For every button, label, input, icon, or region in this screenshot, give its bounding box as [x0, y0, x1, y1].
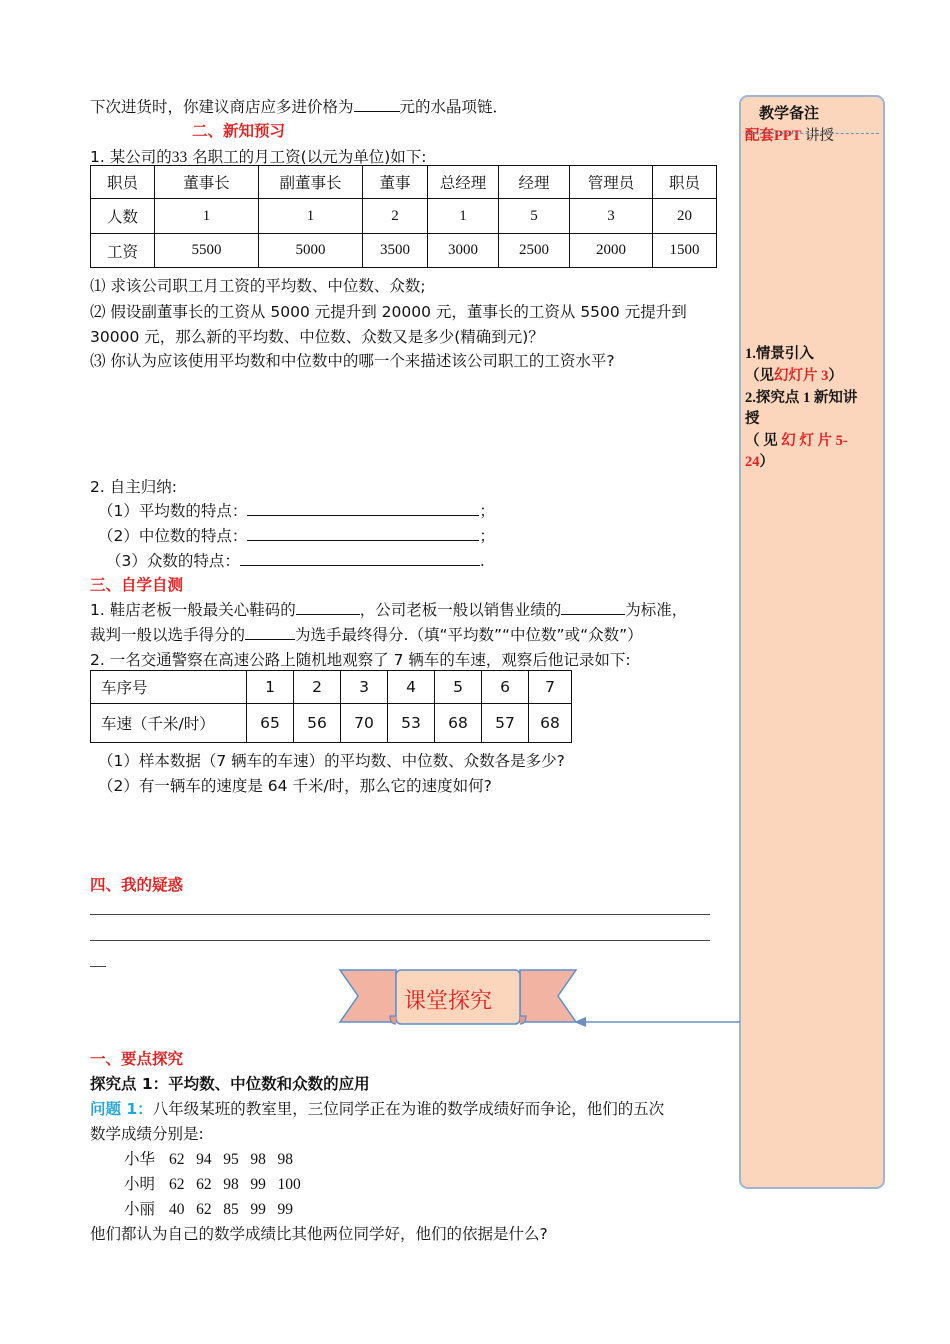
q1-part3: ⑶ 你认为应该使用平均数和中位数中的哪一个来描述该公司职工的工资水平? — [90, 352, 615, 370]
table-cell: 管理员 — [570, 166, 653, 199]
table-cell: 1 — [428, 199, 499, 234]
q2-median-blank — [247, 526, 479, 541]
q1-part2b: 30000 元，那么新的平均数、中位数、众数又是多少(精确到元)？ — [90, 328, 544, 346]
table-cell: 5 — [435, 671, 482, 704]
q2-mean — [98, 499, 495, 521]
intro-blank — [354, 97, 400, 112]
table-cell: 4 — [388, 671, 435, 704]
student-name: 小华 — [124, 1150, 156, 1168]
answer-line-short — [90, 966, 106, 967]
table-cell: 董事长 — [155, 166, 259, 199]
table-cell: 人数 — [91, 199, 155, 234]
sidebar-ppt-note — [745, 124, 834, 145]
student-name: 小丽 — [124, 1200, 156, 1218]
sidebar-item2c — [745, 429, 848, 450]
table-cell: 董事 — [363, 166, 428, 199]
salary-table — [90, 165, 717, 268]
answer-line — [90, 914, 710, 915]
table-cell: 5 — [499, 199, 570, 234]
arrow-icon — [572, 1014, 742, 1030]
self-test-q1a: 1. 鞋店老板一般最关心鞋码的 — [90, 601, 296, 619]
table-cell: 1500 — [653, 234, 717, 268]
table-cell: 7 — [529, 671, 572, 704]
banner-text: 课堂探究 — [404, 989, 493, 1014]
part1-title: 一、要点探究 — [90, 1050, 184, 1068]
speed-question2: （2）有一辆车的速度是 64 千米/时，那么它的速度如何? — [98, 777, 492, 795]
table-cell: 1 — [155, 199, 259, 234]
table-cell: 57 — [482, 704, 529, 743]
table-cell: 56 — [294, 704, 341, 743]
intro-after: 元的水晶项链． — [399, 98, 509, 116]
sidebar-item1b — [745, 364, 843, 385]
sidebar-item2d — [745, 450, 774, 471]
section3-title: 三、自学自测 — [90, 576, 184, 594]
table-cell: 职员 — [653, 166, 717, 199]
q2-mode-blank — [240, 551, 480, 566]
table-cell: 经理 — [499, 166, 570, 199]
sidebar-ppt-c: 讲授 — [801, 128, 835, 144]
q2-title: 2. 自主归纳: — [90, 478, 177, 496]
sidebar-item1a: 1.情景引入 — [745, 346, 814, 362]
final-question: 他们都认为自己的数学成绩比其他两位同学好，他们的依据是什么? — [90, 1225, 548, 1243]
sidebar-ppt-b: PPT — [774, 128, 802, 144]
table-cell: 1 — [247, 671, 294, 704]
student-scores: 62 94 95 98 98 — [169, 1151, 294, 1168]
q1-intro-a: 1. 某公司的 — [90, 148, 172, 166]
self-test-q2: 2. 一名交通警察在高速公路上随机地观察了 7 辆车的车速，观察后他记录如下: — [90, 651, 631, 669]
speed-table — [90, 670, 572, 743]
table-cell: 3500 — [363, 234, 428, 268]
sidebar-ppt-a: 配套 — [745, 128, 774, 144]
intro-before: 下次进货时，你建议商店应多进价格为 — [90, 98, 354, 116]
table-cell: 2 — [294, 671, 341, 704]
q1-intro — [90, 145, 426, 167]
q1-intro-b: 名职工的月工资(以元为单位)如下: — [187, 148, 427, 166]
q2-mean-blank — [247, 501, 479, 516]
student-scores: 62 62 98 99 100 — [169, 1176, 301, 1193]
table-cell: 70 — [341, 704, 388, 743]
self-test-q1e: 为选手最终得分.（填“平均数”“中位数”或“众数”） — [295, 626, 643, 644]
self-test-q1d: 裁判一般以选手得分的 — [90, 626, 246, 644]
explore-point-title: 探究点 1：平均数、中位数和众数的应用 — [90, 1075, 370, 1093]
problem1-line2: 数学成绩分别是: — [90, 1125, 204, 1143]
table-cell: 5000 — [259, 234, 363, 268]
table-cell: 5500 — [155, 234, 259, 268]
table-cell: 2500 — [499, 234, 570, 268]
table-cell: 20 — [653, 199, 717, 234]
student-scores: 40 62 85 99 99 — [169, 1201, 294, 1218]
self-test-blank2 — [561, 600, 625, 615]
table-cell: 68 — [529, 704, 572, 743]
table-cell: 职员 — [91, 166, 155, 199]
self-test-q1-line2 — [90, 623, 643, 645]
q2-mean-label: （1）平均数的特点： — [98, 502, 248, 520]
q2-mode-period: . — [479, 552, 485, 570]
table-cell: 65 — [247, 704, 294, 743]
self-test-q1b: ，公司老板一般以销售业绩的 — [359, 601, 562, 619]
table-cell: 工资 — [91, 234, 155, 268]
table-cell: 2000 — [570, 234, 653, 268]
sidebar-item2b: 授 — [745, 411, 760, 427]
intro-line — [90, 95, 508, 117]
sidebar-item2d-red: 24 — [745, 454, 760, 470]
table-cell: 车序号 — [91, 671, 247, 704]
table-cell: 总经理 — [428, 166, 499, 199]
student-name: 小明 — [124, 1175, 156, 1193]
sidebar-dashed-line — [745, 133, 879, 134]
q1-part2a: ⑵ 假设副董事长的工资从 5000 元提升到 20000 元，董事长的工资从 5500 元提升到 — [90, 303, 687, 321]
teaching-notes-sidebar — [739, 95, 885, 1189]
problem1-line1 — [90, 1097, 664, 1119]
sidebar-item1b-red: 幻灯片 3 — [774, 368, 829, 384]
sidebar-item2a: 2.探究点 1 新知讲 — [745, 390, 858, 406]
section2-title: 二、新知预习 — [192, 122, 286, 140]
q2-mode — [106, 549, 485, 571]
self-test-blank1 — [296, 600, 360, 615]
table-row — [91, 199, 717, 234]
problem1-text-a: 八年级某班的教室里，三位同学正在为谁的数学成绩好而争论，他们的五次 — [152, 1100, 665, 1118]
q2-mode-label: （3）众数的特点： — [106, 552, 240, 570]
table-cell: 3000 — [428, 234, 499, 268]
table-cell: 3 — [570, 199, 653, 234]
score-row — [124, 1147, 293, 1169]
self-test-q1c: 为标准， — [625, 601, 688, 619]
sidebar-item2c-red: 幻 灯 片 5- — [777, 433, 848, 449]
table-cell: 53 — [388, 704, 435, 743]
table-cell: 1 — [259, 199, 363, 234]
sidebar-item2d-close: ） — [759, 454, 774, 470]
table-cell: 2 — [363, 199, 428, 234]
q1-intro-num: 33 — [171, 149, 188, 166]
sidebar-title: 教学备注 — [759, 104, 820, 122]
sidebar-item1b-open: （见 — [745, 368, 774, 384]
score-row — [124, 1172, 301, 1194]
q2-median — [98, 524, 495, 546]
sidebar-item1b-close: ） — [828, 368, 843, 384]
table-row — [91, 166, 717, 199]
problem1-label: 问题 1： — [90, 1100, 153, 1118]
table-cell: 车速（千米/时） — [91, 704, 247, 743]
table-cell: 3 — [341, 671, 388, 704]
q2-median-label: （2）中位数的特点： — [98, 527, 248, 545]
answer-line — [90, 940, 710, 941]
table-cell: 68 — [435, 704, 482, 743]
score-row — [124, 1197, 293, 1219]
q2-mean-semicolon: ； — [479, 502, 495, 520]
table-row — [91, 704, 572, 743]
self-test-q1-line1 — [90, 598, 687, 620]
self-test-blank3 — [245, 625, 295, 640]
table-cell: 6 — [482, 671, 529, 704]
table-cell: 副董事长 — [259, 166, 363, 199]
table-row — [91, 234, 717, 268]
sidebar-item2c-open: （ 见 — [745, 433, 778, 449]
q2-median-semicolon: ； — [479, 527, 495, 545]
table-row — [91, 671, 572, 704]
section4-title: 四、我的疑惑 — [90, 876, 184, 894]
q1-part1: ⑴ 求该公司职工月工资的平均数、中位数、众数; — [90, 277, 426, 295]
speed-question1: （1）样本数据（7 辆车的车速）的平均数、中位数、众数各是多少? — [98, 752, 565, 770]
